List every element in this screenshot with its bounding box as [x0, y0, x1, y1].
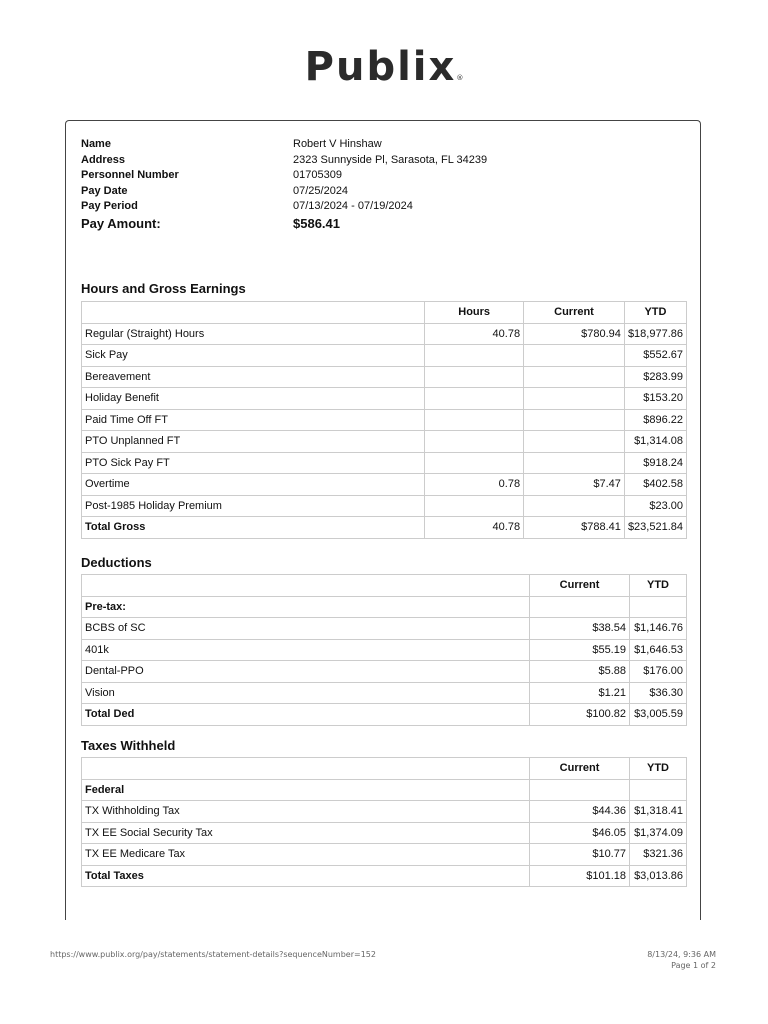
deductions-subheader-empty	[629, 596, 686, 618]
earnings-ytd-cell: $18,977.86	[624, 323, 686, 345]
deductions-total-current: $100.82	[530, 704, 630, 726]
earnings-ytd-cell: $552.67	[624, 345, 686, 367]
earnings-desc-cell: PTO Unplanned FT	[82, 431, 425, 453]
earnings-desc-cell: Regular (Straight) Hours	[82, 323, 425, 345]
paydate-label: Pay Date	[81, 184, 128, 197]
address-row	[81, 153, 681, 169]
address-label: Address	[81, 153, 126, 166]
earnings-total-desc: Total Gross	[82, 517, 425, 539]
deductions-subheader-empty	[530, 596, 630, 618]
deductions-subheader: Pre-tax:	[82, 596, 530, 618]
payamount-label: Pay Amount:	[81, 215, 161, 231]
earnings-header-row	[82, 302, 687, 324]
deductions-table	[81, 574, 687, 726]
earnings-current-cell	[524, 431, 625, 453]
earnings-hours-cell	[425, 431, 524, 453]
payamount-value: $586.41	[293, 215, 340, 231]
personnel-value: 01705309	[293, 169, 342, 181]
earnings-current-cell	[524, 345, 625, 367]
table-row	[82, 388, 687, 410]
taxes-ytd-cell: $1,374.09	[629, 822, 686, 844]
deductions-header-desc	[82, 575, 530, 597]
table-row	[82, 409, 687, 431]
earnings-desc-cell: Overtime	[82, 474, 425, 496]
taxes-subheader-row	[82, 779, 687, 801]
taxes-total-current: $101.18	[530, 865, 630, 887]
deductions-ytd-cell: $1,646.53	[629, 639, 686, 661]
name-value: Robert V Hinshaw	[293, 138, 382, 150]
taxes-header-ytd: YTD	[629, 758, 686, 780]
taxes-desc-cell: TX Withholding Tax	[82, 801, 530, 823]
table-row	[82, 801, 687, 823]
deductions-current-cell: $38.54	[530, 618, 630, 640]
earnings-header-current: Current	[524, 302, 625, 324]
name-row	[81, 137, 681, 153]
earnings-hours-cell: 0.78	[425, 474, 524, 496]
table-row	[82, 495, 687, 517]
earnings-header-hours: Hours	[425, 302, 524, 324]
table-row	[82, 682, 687, 704]
deductions-current-cell: $1.21	[530, 682, 630, 704]
earnings-ytd-cell: $283.99	[624, 366, 686, 388]
earnings-desc-cell: Holiday Benefit	[82, 388, 425, 410]
earnings-total-current: $788.41	[524, 517, 625, 539]
earnings-hours-cell	[425, 409, 524, 431]
statement-card	[65, 120, 701, 920]
earnings-ytd-cell: $153.20	[624, 388, 686, 410]
taxes-ytd-cell: $321.36	[629, 844, 686, 866]
table-row	[82, 822, 687, 844]
deductions-header-ytd: YTD	[629, 575, 686, 597]
deductions-ytd-cell: $36.30	[629, 682, 686, 704]
table-row	[82, 474, 687, 496]
deductions-header-row	[82, 575, 687, 597]
earnings-current-cell	[524, 495, 625, 517]
deductions-ytd-cell: $176.00	[629, 661, 686, 683]
taxes-total-desc: Total Taxes	[82, 865, 530, 887]
deductions-current-cell: $55.19	[530, 639, 630, 661]
earnings-desc-cell: Sick Pay	[82, 345, 425, 367]
deductions-desc-cell: Vision	[82, 682, 530, 704]
address-value: 2323 Sunnyside Pl, Sarasota, FL 34239	[293, 153, 488, 166]
taxes-desc-cell: TX EE Medicare Tax	[82, 844, 530, 866]
taxes-current-cell: $44.36	[530, 801, 630, 823]
earnings-hours-cell: 40.78	[425, 323, 524, 345]
earnings-hours-cell	[425, 388, 524, 410]
earnings-ytd-cell: $1,314.08	[624, 431, 686, 453]
table-row	[82, 431, 687, 453]
publix-logo: Publix®	[304, 44, 464, 90]
deductions-desc-cell: BCBS of SC	[82, 618, 530, 640]
name-label: Name	[81, 138, 111, 150]
deductions-desc-cell: 401k	[82, 639, 530, 661]
earnings-ytd-cell: $402.58	[624, 474, 686, 496]
earnings-current-cell	[524, 452, 625, 474]
deductions-desc-cell: Dental-PPO	[82, 661, 530, 683]
earnings-current-cell: $780.94	[524, 323, 625, 345]
table-row	[82, 323, 687, 345]
earnings-header-desc	[82, 302, 425, 324]
employee-info	[81, 137, 681, 232]
payperiod-label: Pay Period	[81, 200, 138, 212]
personnel-row	[81, 168, 681, 184]
personnel-label: Personnel Number	[81, 169, 179, 181]
earnings-ytd-cell: $23.00	[624, 495, 686, 517]
earnings-current-cell	[524, 366, 625, 388]
payamount-row	[81, 215, 681, 232]
earnings-current-cell	[524, 388, 625, 410]
earnings-ytd-cell: $896.22	[624, 409, 686, 431]
earnings-current-cell	[524, 409, 625, 431]
table-row	[82, 618, 687, 640]
earnings-hours-cell	[425, 345, 524, 367]
footer-datetime: 8/13/24, 9:36 AM	[647, 950, 716, 959]
table-row	[82, 844, 687, 866]
paydate-row	[81, 184, 681, 200]
earnings-total-ytd: $23,521.84	[624, 517, 686, 539]
table-row	[82, 639, 687, 661]
taxes-current-cell: $10.77	[530, 844, 630, 866]
earnings-hours-cell	[425, 452, 524, 474]
taxes-current-cell: $46.05	[530, 822, 630, 844]
taxes-header-row	[82, 758, 687, 780]
earnings-current-cell: $7.47	[524, 474, 625, 496]
earnings-hours-cell	[425, 366, 524, 388]
earnings-desc-cell: PTO Sick Pay FT	[82, 452, 425, 474]
payperiod-value: 07/13/2024 - 07/19/2024	[293, 200, 413, 212]
earnings-desc-cell: Paid Time Off FT	[82, 409, 425, 431]
payperiod-row	[81, 199, 681, 215]
taxes-subheader-empty	[530, 779, 630, 801]
earnings-ytd-cell: $918.24	[624, 452, 686, 474]
earnings-total-row	[82, 517, 687, 539]
deductions-current-cell: $5.88	[530, 661, 630, 683]
footer-url: https://www.publix.org/pay/statements/statement-details?sequenceNumber=152	[50, 950, 376, 959]
deductions-title: Deductions	[81, 555, 152, 570]
deductions-total-row	[82, 704, 687, 726]
taxes-total-row	[82, 865, 687, 887]
earnings-title: Hours and Gross Earnings	[81, 281, 246, 296]
deductions-header-current: Current	[530, 575, 630, 597]
deductions-total-desc: Total Ded	[82, 704, 530, 726]
paydate-value: 07/25/2024	[293, 184, 349, 197]
earnings-hours-cell	[425, 495, 524, 517]
deductions-subheader-row	[82, 596, 687, 618]
footer-page: Page 1 of 2	[671, 961, 716, 970]
table-row	[82, 661, 687, 683]
taxes-desc-cell: TX EE Social Security Tax	[82, 822, 530, 844]
taxes-ytd-cell: $1,318.41	[629, 801, 686, 823]
taxes-header-desc	[82, 758, 530, 780]
taxes-subheader: Federal	[82, 779, 530, 801]
earnings-total-hours: 40.78	[425, 517, 524, 539]
taxes-header-current: Current	[530, 758, 630, 780]
table-row	[82, 345, 687, 367]
taxes-title: Taxes Withheld	[81, 738, 176, 753]
taxes-table	[81, 757, 687, 887]
table-row	[82, 452, 687, 474]
earnings-header-ytd: YTD	[624, 302, 686, 324]
deductions-ytd-cell: $1,146.76	[629, 618, 686, 640]
earnings-table	[81, 301, 687, 539]
earnings-desc-cell: Post-1985 Holiday Premium	[82, 495, 425, 517]
earnings-desc-cell: Bereavement	[82, 366, 425, 388]
taxes-subheader-empty	[629, 779, 686, 801]
deductions-total-ytd: $3,005.59	[629, 704, 686, 726]
taxes-total-ytd: $3,013.86	[629, 865, 686, 887]
table-row	[82, 366, 687, 388]
